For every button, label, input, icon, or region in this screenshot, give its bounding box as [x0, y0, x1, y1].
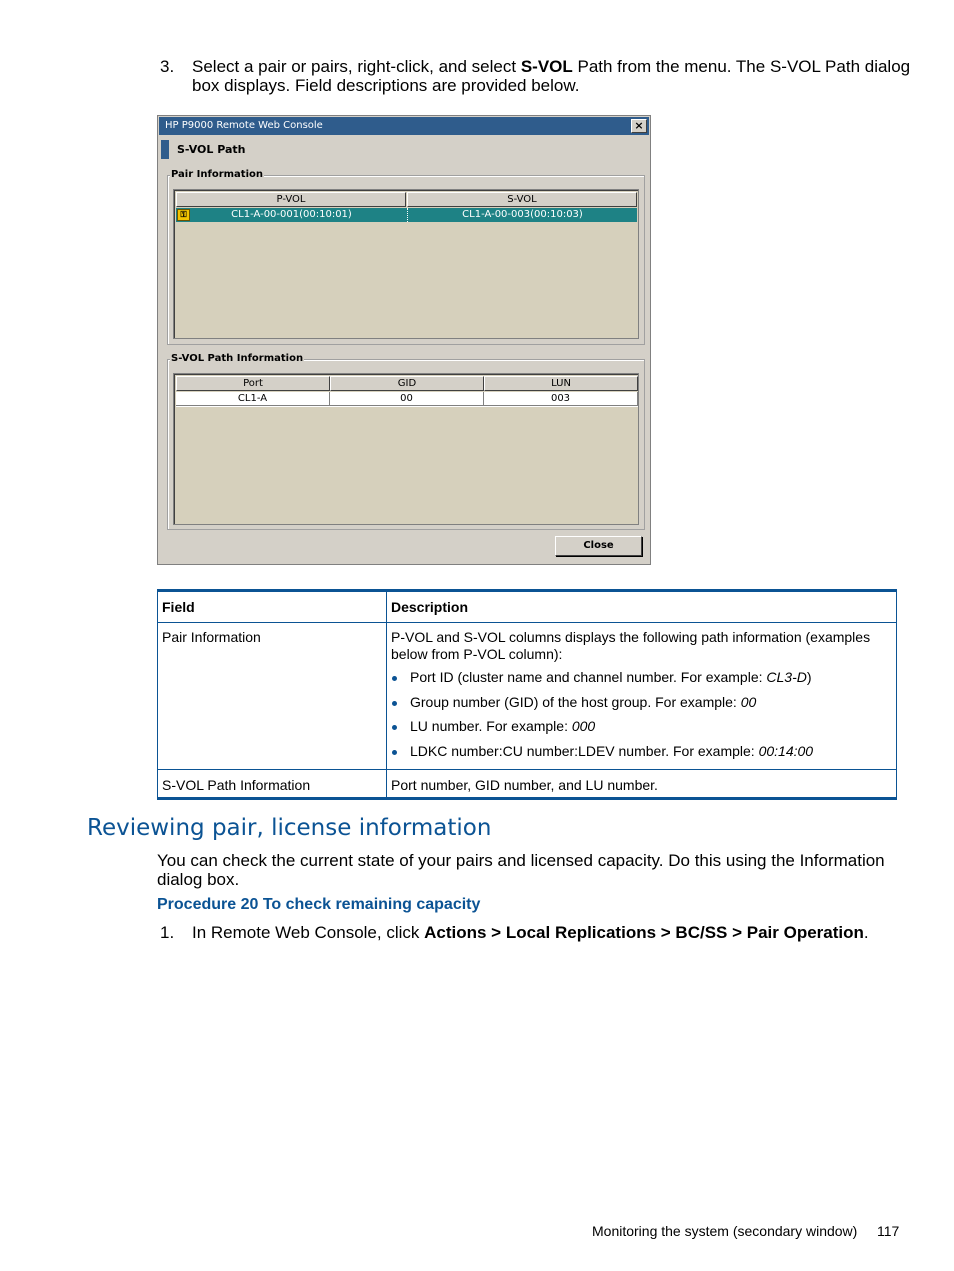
desc-line1: P-VOL and S-VOL columns displays the following path information (examples [391, 629, 871, 645]
footer-text: Monitoring the system (secondary window) [592, 1223, 858, 1239]
svol-path-dialog [157, 115, 651, 565]
column-header-svol[interactable]: S-VOL [407, 192, 637, 207]
path-group-label: S-VOL Path Information [171, 353, 304, 364]
step-number: 3. [160, 57, 175, 76]
svol-cell: CL1-A-00-003(00:10:03) [407, 208, 637, 222]
pair-group-label: Pair Information [171, 169, 264, 180]
pair-icon: ⚿ [177, 209, 190, 221]
column-header-lun[interactable]: LUN [484, 376, 638, 391]
table-row[interactable] [176, 208, 637, 222]
dialog-title: HP P9000 Remote Web Console [165, 120, 323, 131]
desc-svol-path: Port number, GID number, and LU number. [391, 777, 658, 793]
section-paragraph-line1: You can check the current state of your pairs and licensed capacity. Do this using the Information [157, 851, 885, 870]
list-item: Group number (GID) of the host group. For example: 00 [410, 694, 757, 710]
header-description: Description [391, 599, 469, 615]
list-item: LU number. For example: 000 [410, 718, 596, 734]
lun-cell: 003 [484, 392, 638, 406]
column-header-pvol[interactable]: P-VOL [176, 192, 406, 207]
bullet-icon [392, 676, 397, 681]
bullet-icon [392, 750, 397, 755]
procedure-step-text: In Remote Web Console, click Actions > Local Replications > BC/SS > Pair Operation. [192, 923, 869, 942]
close-icon[interactable]: × [631, 119, 647, 133]
column-header-port[interactable]: Port [176, 376, 330, 391]
list-item: Port ID (cluster name and channel number. For example: CL3-D) [410, 669, 812, 685]
desc-line2: below from P-VOL column): [391, 646, 563, 662]
pvol-cell: CL1-A-00-001(00:10:01) [231, 209, 352, 220]
section-paragraph-line2: dialog box. [157, 870, 240, 889]
port-cell: CL1-A [176, 392, 330, 406]
pair-table[interactable] [173, 189, 639, 339]
bullet-icon [392, 701, 397, 706]
table-row[interactable] [176, 392, 638, 407]
gid-cell: 00 [330, 392, 484, 406]
field-pair-information: Pair Information [162, 629, 261, 645]
field-svol-path-information: S-VOL Path Information [162, 777, 311, 793]
column-header-gid[interactable]: GID [330, 376, 484, 391]
close-button[interactable]: Close [555, 536, 642, 556]
list-item: LDKC number:CU number:LDEV number. For example: 00:14:00 [410, 743, 814, 759]
section-title: Reviewing pair, license information [87, 815, 492, 841]
dialog-title-bar [159, 117, 649, 135]
dialog-header: S-VOL Path [177, 143, 246, 156]
procedure-title: Procedure 20 To check remaining capacity [157, 896, 481, 913]
bullet-icon [392, 725, 397, 730]
pair-information-group [167, 169, 645, 345]
svol-path-information-group [167, 353, 645, 530]
path-table[interactable] [173, 373, 639, 525]
header-field: Field [162, 599, 195, 615]
header-accent [161, 140, 169, 159]
procedure-step-number: 1. [160, 923, 175, 942]
field-description-table [157, 589, 897, 800]
step-text-line1: Select a pair or pairs, right-click, and select S-VOL Path from the menu. The S-VOL Path dialog [192, 57, 911, 76]
page-number: 117 [877, 1223, 900, 1239]
step-text-line2: box displays. Field descriptions are provided below. [192, 76, 580, 95]
